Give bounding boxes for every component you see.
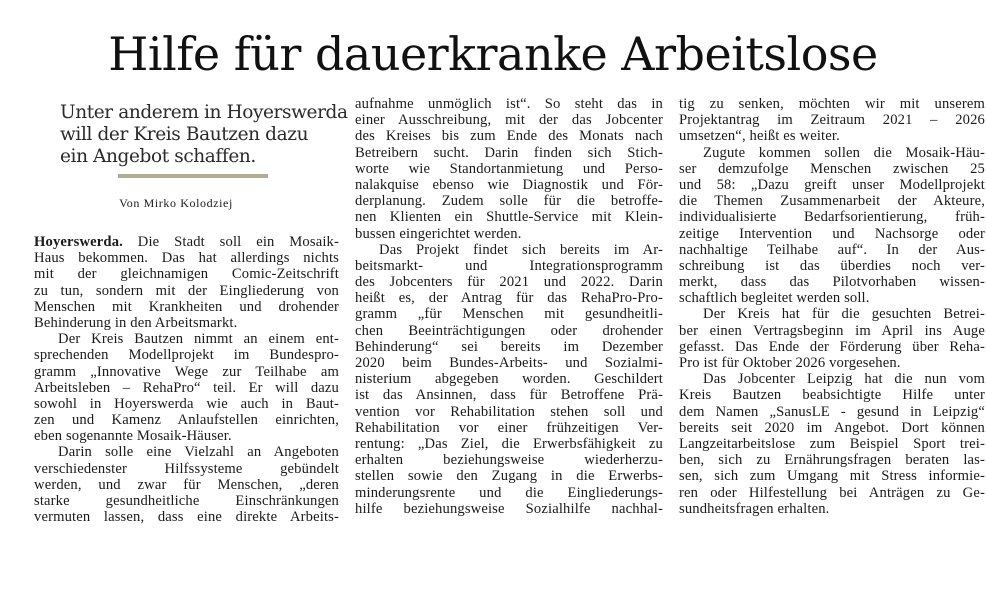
subheadline xyxy=(60,102,348,168)
text-line: Zugute kommen sollen die Mosaik-Häu- xyxy=(703,144,985,161)
text-line: nen Klienten ein Shuttle-Service mit Klein- xyxy=(355,209,663,226)
text-line: individualisierte Bedarfsorientierung, früh- xyxy=(679,209,985,226)
text-line: nisterium abgegeben worden. Geschildert xyxy=(355,371,663,388)
text-line: zu tun, sondern mit der Eingliederung von xyxy=(34,282,339,299)
text-line: Betreibern sucht. Darin finden sich Stich- xyxy=(355,144,663,161)
subheadline-line: Unter anderem in Hoyerswerda xyxy=(60,102,348,123)
text-line: Darin solle eine Vielzahl an Angeboten xyxy=(58,444,339,461)
subheadline-line: will der Kreis Bautzen dazu xyxy=(60,124,309,145)
text-line: minderungsrente und die Eingliederungs- xyxy=(355,484,663,501)
text-line: Projektantrag im Zeitraum 2021 – 2026 xyxy=(679,112,985,129)
text-line: aufnahme unmöglich ist“. So steht das in xyxy=(355,96,663,112)
text-line: Behinderung“ sei bereits im Dezember xyxy=(355,338,663,355)
text-line: chen Beeinträchtigungen oder drohender xyxy=(355,322,663,339)
headline: Hilfe für dauerkranke Arbeitslose xyxy=(108,27,878,81)
text-line: einer Ausschreibung, mit der das Jobcenter xyxy=(355,112,663,129)
text-line: zen und Kamenz Anlaufstellen einrichten, xyxy=(34,412,339,429)
text-line: Der Kreis hat für die gesuchten Betrei- xyxy=(703,306,985,323)
text-line: ben, sich zu Ernährungsfragen beraten las- xyxy=(679,452,985,469)
text-line: gramm „für Menschen mit gesundheitli- xyxy=(355,306,663,323)
text-line: Das Projekt findet sich bereits im Ar- xyxy=(379,241,663,258)
text-line: ist das Ansinnen, dass für Betroffene Prä- xyxy=(355,387,663,404)
text-line: nachhaltige Teilhabe auf“. In der Aus- xyxy=(679,241,985,258)
text-line: verschiedenster Hilfssysteme gebündelt xyxy=(34,460,339,477)
text-line: beitsmarkt- und Integrationsprogramm xyxy=(355,257,663,274)
text-line: Hoyerswerda. Die Stadt soll ein Mosaik- xyxy=(34,234,339,250)
text-line: merkt, dass das Pilotvorhaben wissen- xyxy=(679,274,985,291)
text-line: starke gesundheitliche Einschränkungen xyxy=(34,493,339,509)
text-line: schreibung ist das überdies noch ver- xyxy=(679,257,985,274)
text-line: erhalten beziehungsweise wiederherzu- xyxy=(355,452,663,469)
text-line: mit der gleichnamigen Comic-Zeitschrift xyxy=(34,266,339,283)
article-column-1 xyxy=(34,234,339,525)
text-line: bereits seit 2020 im Angebot. Dort können xyxy=(679,419,985,436)
text-line: Haus bekommen. Das hat allerdings nichts xyxy=(34,250,339,267)
text-line: ser demzufolge Menschen zwischen 25 xyxy=(679,160,985,177)
text-line: und 58: „Dazu greift unser Modellprojekt xyxy=(679,176,985,193)
text-line: Das Jobcenter Leipzig hat die nun vom xyxy=(703,371,985,388)
text-line: die Themen Zusammenarbeit der Akteure, xyxy=(679,193,985,210)
text-line: des Jobcenters für 2021 und 2022. Darin xyxy=(355,274,663,291)
text-line: vermuten lassen, dass eine direkte Arbeits- xyxy=(34,509,339,526)
text-line: tig zu senken, möchten wir mit unserem xyxy=(679,96,985,112)
text-line: rentung: „Das Ziel, die Erwerbsfähigkeit zu xyxy=(355,435,663,452)
text-line: des Kreises bis zum Ende des Monats nach xyxy=(355,128,663,145)
subheadline-line: ein Angebot schaffen. xyxy=(60,146,256,167)
text-line: Der Kreis Bautzen nimmt an einem ent- xyxy=(58,331,339,348)
text-line: gefasst. Das Ende der Förderung über Reha- xyxy=(679,338,985,355)
text-line: Kreis Bautzen beabsichtigte Hilfe unter xyxy=(679,387,985,404)
text-line: 2020 beim Bundes-Arbeits- und Sozialmi- xyxy=(355,355,663,371)
text-line: umsetzen“, heißt es weiter. xyxy=(679,128,840,145)
text-line: gramm „Innovative Wege zur Teilhabe am xyxy=(34,363,339,380)
text-line: zeitige Intervention und Nachsorge oder xyxy=(679,225,985,242)
text-line: werden, und zwar für Menschen, „deren xyxy=(34,476,339,493)
text-line: Langzeitarbeitslose zum Beispiel Sport trei- xyxy=(679,435,985,452)
text-line: stellen sowie den Zugang in die Erwerbs- xyxy=(355,468,663,485)
text-line: worte wie Standortanmietung und Perso- xyxy=(355,160,663,177)
text-line: ren oder Hilfestellung bei Anträgen zu Ge- xyxy=(679,484,985,501)
article-column-3 xyxy=(679,96,985,517)
text-line: dem Namen „SanusLE - gesund in Leipzig“ xyxy=(679,403,985,420)
decorative-rule xyxy=(118,174,268,178)
text-line: sundheitsfragen erhalten. xyxy=(679,500,830,517)
text-line: sprechenden Modellprojekt im Bundespro- xyxy=(34,347,339,364)
text-line: vention vor Rehabilitation stehen soll und xyxy=(355,403,663,420)
text-line: Pro ist für Oktober 2026 vorgesehen. xyxy=(679,355,901,371)
text-line: Rehabilitation vor einer frühzeitigen Ver- xyxy=(355,419,663,436)
text-line: eben sogenannte Mosaik-Häuser. xyxy=(34,428,232,445)
text-line: nalakquise ebenso wie Diagnostik und För- xyxy=(355,176,663,193)
text-line: Behinderung in den Arbeitsmarkt. xyxy=(34,314,238,331)
text-line: ber einen Vertragsbeginn im April ins Auge xyxy=(679,322,985,339)
dateline: Hoyerswerda. xyxy=(34,234,123,250)
text-line: Arbeitsleben – RehaPro“ teil. Er will dazu xyxy=(34,379,339,396)
text-line: heißt es, der Antrag für das RehaPro-Pro- xyxy=(355,290,663,307)
text-line: sen, sich zum Umgang mit Stress informie- xyxy=(679,468,985,485)
text-line: sowohl in Hoyerswerda wie auch in Baut- xyxy=(34,395,339,412)
text-line: Menschen mit Krankheiten und drohender xyxy=(34,298,339,315)
byline: Von Mirko Kolodziej xyxy=(119,196,233,210)
text-line: hilfe beziehungsweise Sozialhilfe nachhal- xyxy=(355,500,663,517)
text-line: derplanung. Zudem solle für die betroffe- xyxy=(355,193,663,210)
text-line: schaftlich begleitet werden soll. xyxy=(679,290,870,307)
text-line: bussen eingerichtet werden. xyxy=(355,225,522,242)
article-column-2 xyxy=(355,96,663,517)
